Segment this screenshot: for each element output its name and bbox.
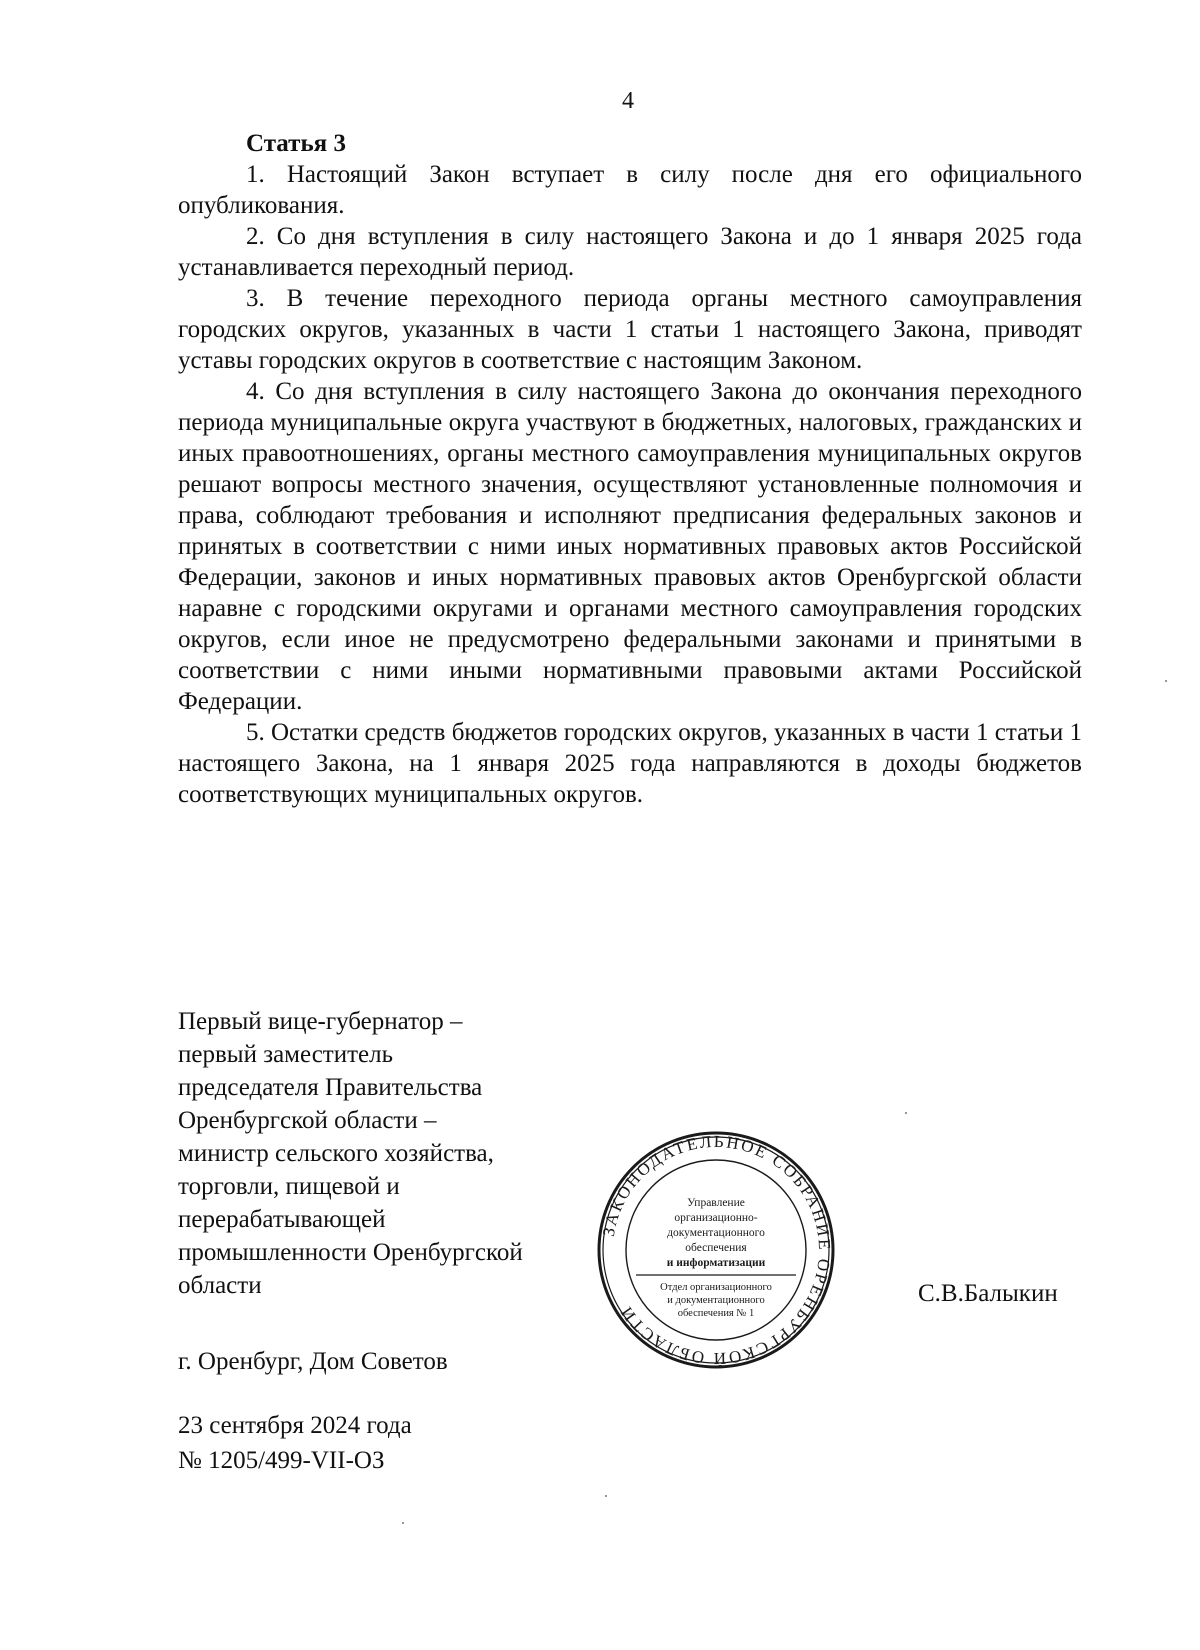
scan-speck — [905, 1112, 907, 1114]
signing-place: г. Оренбург, Дом Советов — [178, 1348, 448, 1375]
seal-inner-line: Управление — [687, 1197, 745, 1209]
official-seal-stamp — [596, 1130, 836, 1370]
signatory-position-line: перерабатывающей — [178, 1206, 386, 1233]
seal-inner-line: и документационного — [667, 1295, 765, 1306]
article-paragraph-5: 5. Остатки средств бюджетов городских округов, указанных в части 1 статьи 1 настоящего Закона, на 1 января 2025 года направляются в доходы бюджетов соответствующих муниципальных округов. — [178, 719, 1082, 808]
signatory-position-line: председателя Правительства — [178, 1074, 483, 1101]
article-heading: Статья 3 — [246, 130, 346, 157]
signatory-position-line: области — [178, 1272, 262, 1299]
signatory-position-line: Оренбургской области – — [178, 1107, 437, 1134]
signatory-position-line: первый заместитель — [178, 1041, 394, 1068]
seal-inner-line: организационно- — [674, 1212, 758, 1224]
article-3 — [178, 128, 1082, 810]
article-paragraph-3: 3. В течение переходного периода органы местного самоуправления городских округов, указанных в части 1 статьи 1 настоящего Закона, приводят уставы городских округов в соответствие с настоящим Законом. — [178, 285, 1082, 374]
article-paragraph-4: 4. Со дня вступления в силу настоящего Закона до окончания переходного периода муниципальные округа участвуют в бюджетных, налоговых, гражданских и иных правоотношениях, органы местного самоуправления муниципальных округов решают вопросы местного значения, осуществляют установленные полномочия и права, соблюдают требования и исполняют предписания федеральных законов и принятых в соответствии с ними иных нормативных правовых актов Российской Федерации, законов и иных нормативных правовых актов Оренбургской области наравне с городскими округами и органами местного самоуправления городских округов, если иное не предусмотрено федеральными законами и принятыми в соответствии с ними иными нормативными правовыми актами Российской Федерации. — [178, 378, 1082, 715]
law-number: № 1205/499-VII-ОЗ — [178, 1447, 385, 1474]
signatory-position-line: Первый вице-губернатор – — [178, 1008, 463, 1035]
seal-inner-line: обеспечения № 1 — [677, 1308, 755, 1319]
signatory-position-line: министр сельского хозяйства, — [178, 1140, 494, 1167]
seal-inner-line: Отдел организационного — [660, 1282, 772, 1293]
seal-inner-line: обеспечения — [685, 1242, 747, 1254]
scan-speck — [402, 1522, 404, 1524]
signatory-position — [178, 1005, 598, 1302]
signatory-position-line: промышленности Оренбургской — [178, 1239, 523, 1266]
scan-speck — [1165, 680, 1167, 682]
seal-outer-text: ЗАКОНОДАТЕЛЬНОЕ СОБРАНИЕ ОРЕНБУРГСКОЙ ОБЛАСТИ — [598, 1131, 835, 1369]
seal-inner-line: и информатизации — [666, 1257, 766, 1269]
scan-speck — [605, 1495, 607, 1497]
page-number: 4 — [622, 88, 634, 114]
signatory-position-line: торговли, пищевой и — [178, 1173, 400, 1200]
seal-inner-line: документационного — [667, 1227, 765, 1239]
article-paragraph-2: 2. Со дня вступления в силу настоящего Закона и до 1 января 2025 года устанавливается переходный период. — [178, 223, 1082, 281]
article-paragraph-1: 1. Настоящий Закон вступает в силу после дня его официального опубликования. — [178, 161, 1082, 219]
signing-date: 23 сентября 2024 года — [178, 1412, 412, 1439]
signer-name: С.В.Балыкин — [918, 1280, 1058, 1307]
